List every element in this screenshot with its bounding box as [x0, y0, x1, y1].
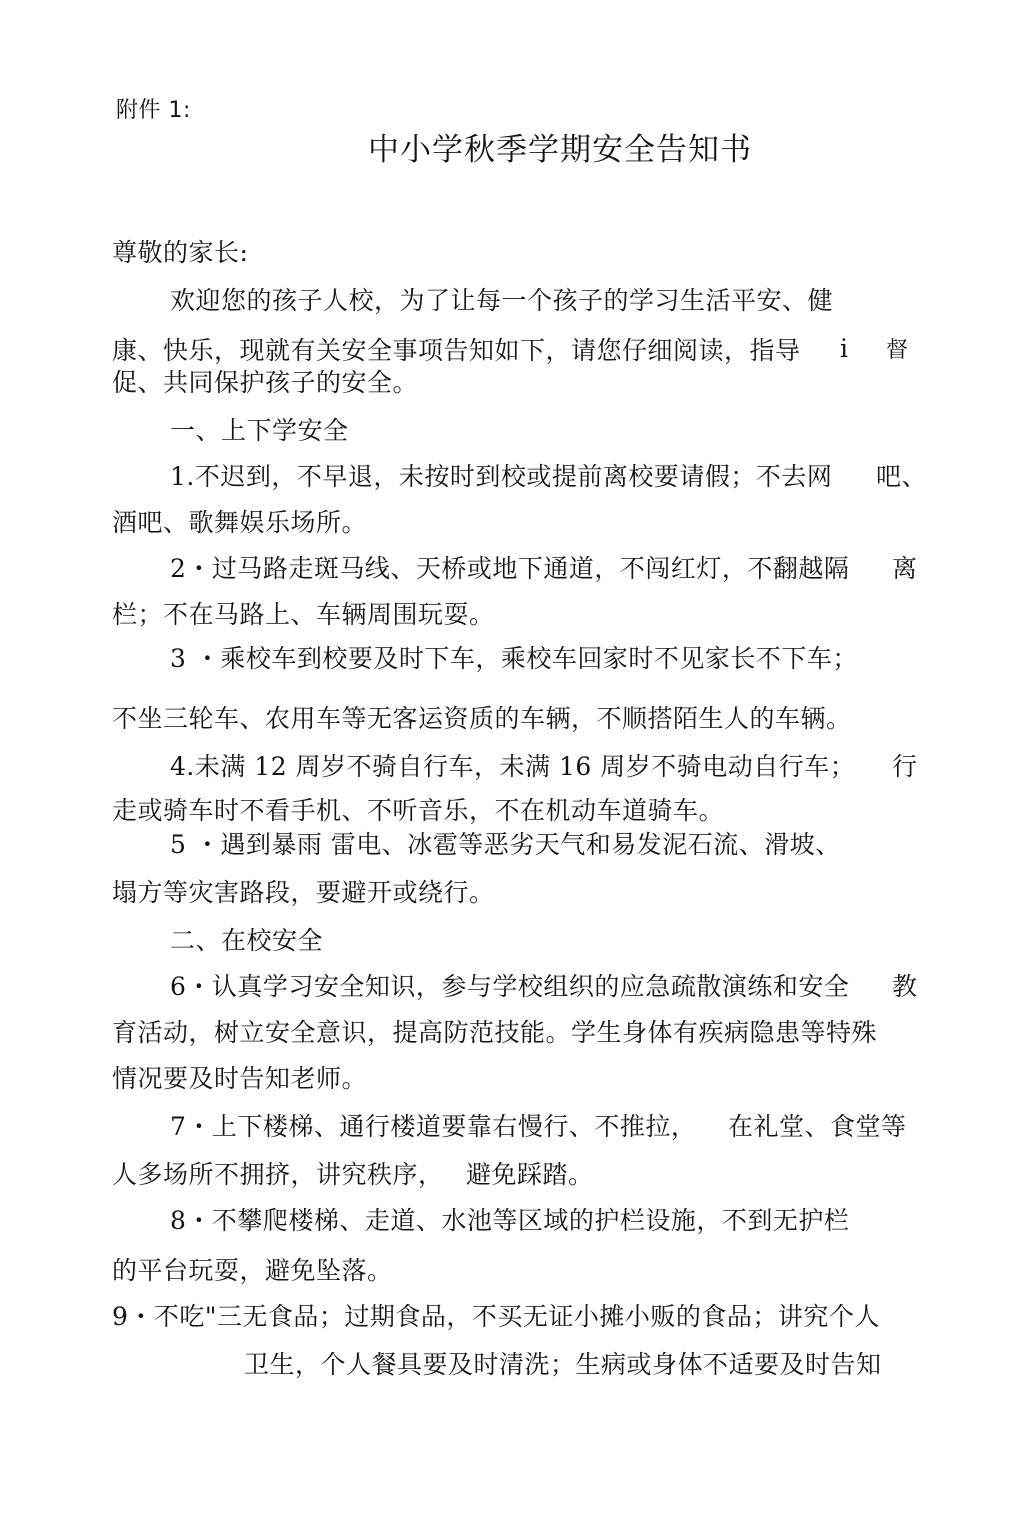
item-6-line-3: 情况要及时告知老师。	[112, 1064, 368, 1093]
item-4-line-2: 走或骑车时不看手机、不听音乐，不在机动车道骑车。	[112, 796, 725, 825]
item-3-line-1: 3 ・乘校车到校要及时下车，乘校车回家时不见家长不下车；	[170, 644, 858, 673]
item-9-line-1: 9・不吃"三无食品；过期食品，不买无证小摊小贩的食品；讲究个人	[112, 1302, 880, 1331]
item-7-line-1: 7・上下楼梯、通行楼道要靠右慢行、不推拉，	[170, 1112, 697, 1141]
item-7-line-1-tail: 在礼堂、食堂等	[728, 1112, 907, 1141]
intro-line-3: 促、共同保护孩子的安全。	[112, 368, 419, 397]
section-1-heading: 一、上下学安全	[170, 416, 349, 445]
item-6-line-1-tail: 教	[892, 972, 918, 1001]
item-9-line-2: 卫生，个人餐具要及时清洗；生病或身体不适要及时告知	[244, 1350, 882, 1379]
item-6-line-1: 6・认真学习安全知识，参与学校组织的应急疏散演练和安全	[170, 972, 850, 1001]
intro-line-2: 康、快乐，现就有关安全事项告知如下，请您仔细阅读，指导	[112, 336, 801, 365]
section-2-heading: 二、在校安全	[170, 926, 324, 955]
item-2-line-2: 栏；不在马路上、车辆周围玩耍。	[112, 600, 495, 629]
item-5-line-2: 塌方等灾害路段，要避开或绕行。	[112, 878, 495, 907]
item-8-line-1: 8・不攀爬楼梯、走道、水池等区域的护栏设施，不到无护栏	[170, 1206, 850, 1235]
item-8-line-2: 的平台玩耍，避免坠落。	[112, 1256, 393, 1285]
item-1-line-1-tail: 吧、	[876, 462, 928, 491]
item-7-line-2: 人多场所不拥挤，讲究秩序，	[112, 1160, 444, 1189]
item-4-line-1: 4.未满 12 周岁不骑自行车，未满 16 周岁不骑电动自行车；	[170, 752, 856, 781]
item-4-line-1-tail: 行	[892, 752, 918, 781]
document-title: 中小学秋季学期安全告知书	[368, 132, 752, 168]
attachment-label: 附件 1:	[116, 98, 191, 123]
item-5-line-1: 5 ・遇到暴雨 雷电、冰雹等恶劣天气和易发泥石流、滑坡、	[170, 830, 841, 859]
intro-stray-char: i	[840, 334, 849, 363]
item-7-line-2-tail: 避免踩踏。	[466, 1160, 594, 1189]
intro-line-1: 欢迎您的孩子人校，为了让每一个孩子的学习生活平安、健	[170, 286, 834, 315]
intro-stray-char-2: 督	[886, 338, 909, 363]
item-2-line-1: 2・过马路走斑马线、天桥或地下通道，不闯红灯，不翻越隔	[170, 554, 850, 583]
item-6-line-2: 育活动，树立安全意识，提高防范技能。学生身体有疾病隐患等特殊	[112, 1018, 878, 1047]
item-1-line-1: 1.不迟到，不早退，未按时到校或提前离校要请假；不去网	[170, 462, 833, 491]
salutation: 尊敬的家长:	[112, 238, 249, 267]
item-1-line-2: 酒吧、歌舞娱乐场所。	[112, 508, 368, 537]
item-3-line-2: 不坐三轮车、农用车等无客运资质的车辆，不顺搭陌生人的车辆。	[112, 704, 852, 733]
item-2-line-1-tail: 离	[892, 554, 918, 583]
